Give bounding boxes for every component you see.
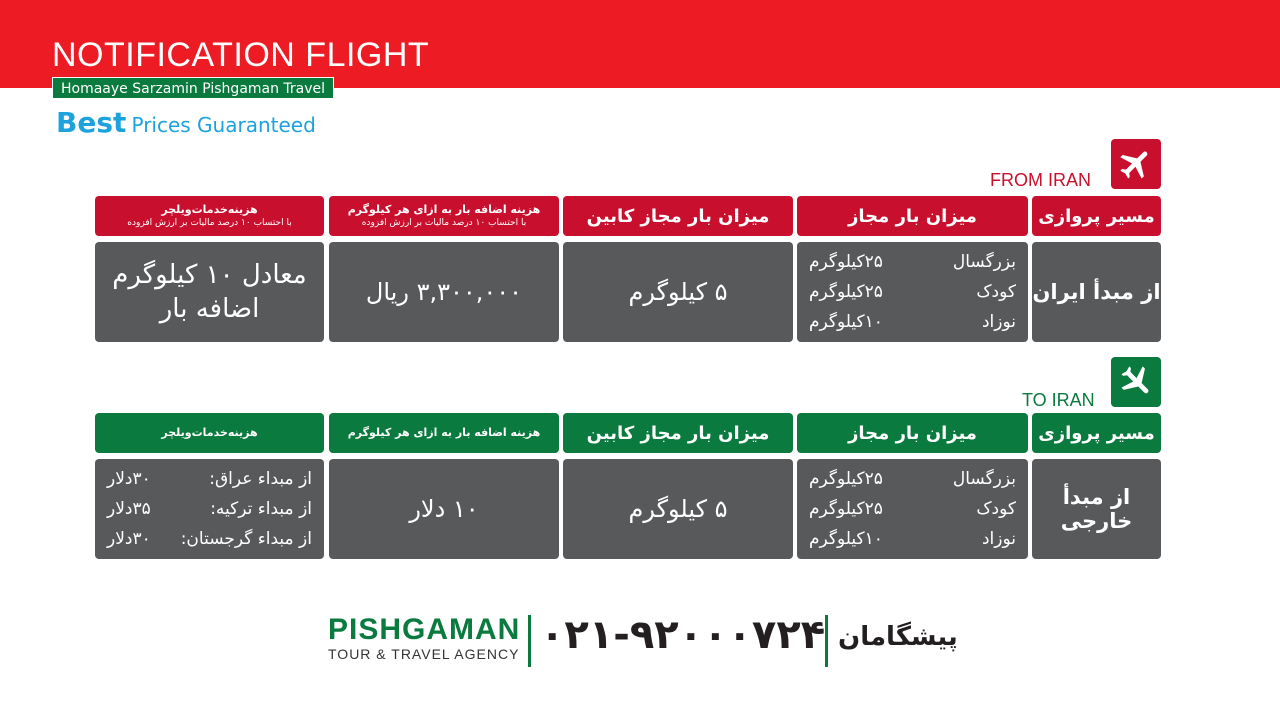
extra-baggage-cell [329, 459, 559, 559]
wheelchair-origin: از مبداء ترکیه: [210, 499, 312, 519]
logo-tagline: TOUR & TRAVEL AGENCY [328, 646, 520, 662]
extra-baggage-value: ۳,۳۰۰,۰۰۰ ریال [365, 278, 523, 306]
header-wheelchair-sub: با احتساب ۱۰ درصد مالیات بر ارزش افزوده [127, 218, 292, 228]
allowance-row [809, 247, 1016, 277]
allowance-row [809, 307, 1016, 337]
phone-number[interactable]: ۰۲۱-۹۲۰۰۰۷۲۴ [540, 612, 826, 658]
wheelchair-origin: از مبداء عراق: [209, 469, 312, 489]
header-wheelchair [95, 413, 324, 453]
wheelchair-origin: از مبداء گرجستان: [180, 529, 312, 549]
cabin-cell [563, 459, 793, 559]
cabin-value: ۵ کیلوگرم [628, 495, 728, 523]
passenger-type: کودک [976, 499, 1016, 519]
allowance-amount: ۲۵کیلوگرم [809, 252, 883, 272]
allowance-row [809, 494, 1016, 524]
allowance-amount: ۲۵کیلوگرم [809, 469, 883, 489]
passenger-type: بزرگسال [952, 469, 1016, 489]
wheelchair-line-2: اضافه بار [159, 294, 260, 324]
to-iran-label: TO IRAN [1022, 390, 1095, 410]
allowance-cell [797, 459, 1028, 559]
wheelchair-amount: ۳۰دلار [107, 469, 151, 489]
allowance-row [809, 277, 1016, 307]
logo-wordmark: PISHGAMAN [328, 613, 521, 646]
origin-cell [1032, 459, 1161, 559]
wheelchair-row [107, 464, 312, 494]
from-iran-label: FROM IRAN [990, 170, 1091, 190]
allowance-row [809, 464, 1016, 494]
header-extra-baggage [329, 413, 559, 453]
tagline [56, 106, 316, 139]
header-wheelchair-title: هزینه‌خدمات‌ویلچر [161, 203, 258, 216]
allowance-amount: ۱۰کیلوگرم [809, 529, 883, 549]
wheelchair-cell [95, 242, 324, 342]
wheelchair-row [107, 494, 312, 524]
tagline-bold: Best [56, 106, 127, 139]
allowance-amount: ۲۵کیلوگرم [809, 499, 883, 519]
header-route: مسیر پروازی [1032, 413, 1161, 453]
tagline-rest: Prices Guaranteed [131, 113, 316, 137]
header-extra-title: هزینه اضافه بار به ازای هر کیلوگرم [347, 426, 541, 439]
wheelchair-row [107, 524, 312, 554]
passenger-type: کودک [976, 282, 1016, 302]
header-allowance: میزان بار مجاز [797, 196, 1028, 236]
wheelchair-amount: ۳۵دلار [107, 499, 151, 519]
pishgaman-logo [328, 615, 520, 663]
header-wheelchair [95, 196, 324, 236]
passenger-type: نوزاد [981, 312, 1016, 332]
brand-name-fa: پیشگامان [838, 622, 958, 652]
header-extra-baggage [329, 196, 559, 236]
origin-text: از مبدأ ایران [1032, 280, 1161, 304]
header-cabin: میزان بار مجاز کابین [563, 196, 793, 236]
page-title: NOTIFICATION FLIGHT [52, 36, 430, 74]
passenger-type: نوزاد [981, 529, 1016, 549]
plane-departure-icon [1111, 139, 1161, 189]
origin-cell [1032, 242, 1161, 342]
header-extra-sub: با احتساب ۱۰ درصد مالیات بر ارزش افزوده [361, 218, 527, 228]
header-extra-title: هزینه اضافه بار به ازای هر کیلوگرم [347, 203, 541, 216]
extra-baggage-cell [329, 242, 559, 342]
wheelchair-cell [95, 459, 324, 559]
agency-badge: Homaaye Sarzamin Pishgaman Travel [52, 77, 334, 99]
passenger-type: بزرگسال [952, 252, 1016, 272]
origin-text: از مبدأ خارجی [1060, 485, 1133, 533]
cabin-cell [563, 242, 793, 342]
header-cabin: میزان بار مجاز کابین [563, 413, 793, 453]
wheelchair-line-1: معادل ۱۰ کیلوگرم [112, 260, 307, 290]
footer-divider [825, 615, 828, 667]
wheelchair-amount: ۳۰دلار [107, 529, 151, 549]
plane-arrival-icon [1111, 357, 1161, 407]
header-wheelchair-title: هزینه‌خدمات‌ویلچر [161, 426, 258, 439]
allowance-row [809, 524, 1016, 554]
footer-divider [528, 615, 531, 667]
cabin-value: ۵ کیلوگرم [628, 278, 728, 306]
header-route: مسیر پروازی [1032, 196, 1161, 236]
allowance-cell [797, 242, 1028, 342]
extra-baggage-value: ۱۰ دلار [409, 495, 479, 523]
header-allowance: میزان بار مجاز [797, 413, 1028, 453]
allowance-amount: ۱۰کیلوگرم [809, 312, 883, 332]
allowance-amount: ۲۵کیلوگرم [809, 282, 883, 302]
